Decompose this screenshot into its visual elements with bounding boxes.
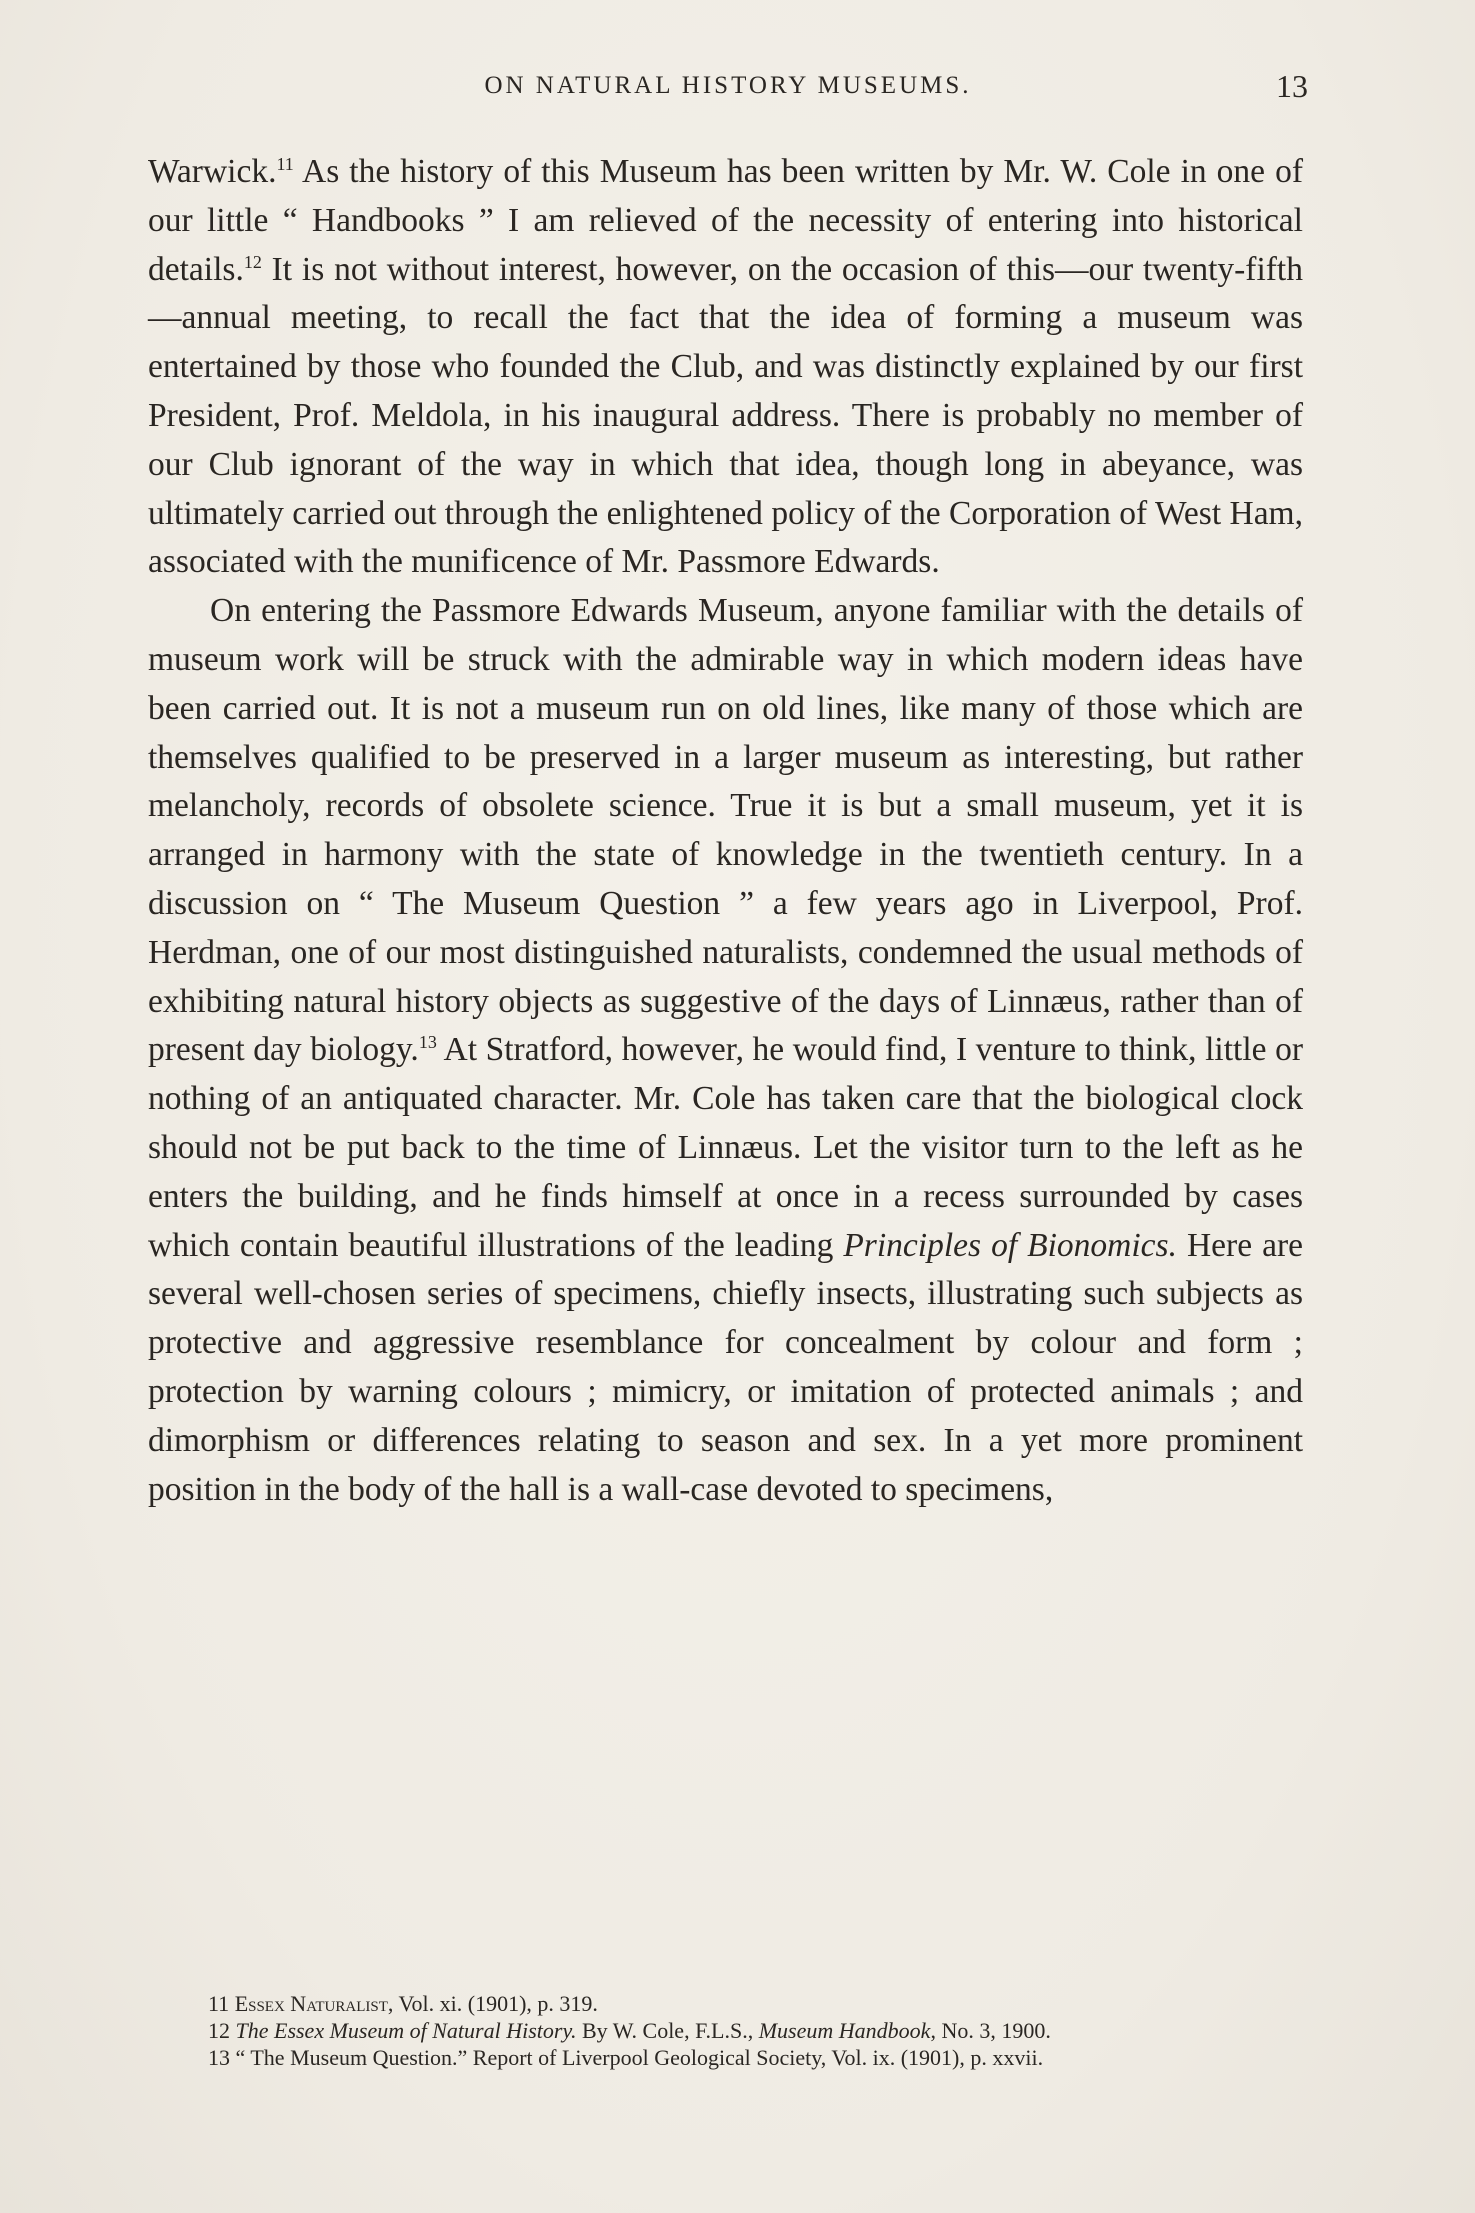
footnotes xyxy=(148,1990,1303,2071)
footnote-11 xyxy=(148,1990,1303,2017)
paragraph-2-text-3: Here are several well-chosen series of specimens, chiefly insects, illustrating such subjects as protective and aggressive resemblance for concealment by colour and form ; protection by warning colours ; mimicry, or imitation of protected animals ; and dimorphism or differences relating to season and sex. In a yet more prominent position in the body of the hall is a wall-case devoted to specimens, xyxy=(148,1226,1303,1508)
paragraph-2-text-2: At Stratford, however, he would find, I venture to think, little or nothing of an antiquated character. Mr. Cole has taken care that the biological clock should not be put back to the time of Linnæus. Let the visitor turn to the left as he enters the building, and he finds himself at once in a recess surrounded by cases which contain beautiful illustrations of the leading xyxy=(148,1031,1304,1264)
paragraph-2 xyxy=(148,587,1303,1514)
footnote-12 xyxy=(148,2017,1303,2044)
page-number: 13 xyxy=(1276,68,1308,104)
footnote-ref-13: 13 xyxy=(418,1032,437,1053)
footnote-13-number: 13 xyxy=(208,2045,236,2070)
paragraph-1-text-3: It is not without interest, however, on the occasion of this—our twenty-fifth—annual meeting, to recall the fact that the idea of forming a museum was entertained by those who founded the Club, and was distinctly explained by our first President, Prof. Meldola, in his inaugural address. There is probably no member of our Club ignorant of the way in which that idea, though long in abeyance, was ultimately carried out through the enlightened policy of the Corporation of West Ham, associated with the munificence of Mr. Passmore Edwards. xyxy=(148,250,1303,581)
footnote-ref-12: 12 xyxy=(243,251,262,272)
footnote-ref-11: 11 xyxy=(276,153,294,174)
footnote-12-number: 12 xyxy=(208,2018,236,2043)
paragraph-1 xyxy=(148,148,1303,587)
footnote-11-text: , Vol. xi. (1901), p. 319. xyxy=(387,1991,598,2016)
footnote-12-text: , No. 3, 1900. xyxy=(930,2018,1051,2043)
footnote-13-text: “ The Museum Question.” Report of Liverpool Geological Society, Vol. ix. (1901), p. xxvii. xyxy=(235,2045,1044,2070)
paragraph-1-text-2: As the history of this Museum has been written by Mr. W. Cole in one of our little “ Handbooks ” I am relieved of the necessity of entering into historical details. xyxy=(148,153,1303,288)
footnote-12-series: Museum Handbook xyxy=(758,2018,931,2043)
paragraph-2-text-1: On entering the Passmore Edwards Museum, anyone familiar with the details of museum work will be struck with the admirable way in which modern ideas have been carried out. It is not a museum run on old lines, like many of those which are themselves qualified to be preserved in a larger museum as interesting, but rather melancholy, records of obsolete science. True it is but a small museum, yet it is arranged in harmony with the state of knowledge in the twentieth century. In a discussion on “ The Museum Question ” a few years ago in Liverpool, Prof. Herdman, one of our most distinguished naturalists, condemned the usual methods of exhibiting natural history objects as suggestive of the days of Linnæus, rather than of present day biology. xyxy=(148,592,1303,1069)
running-title: ON NATURAL HISTORY MUSEUMS. xyxy=(484,72,972,99)
paragraph-1-text-1: Warwick. xyxy=(148,153,277,190)
footnote-12-title: The Essex Museum of Natural History. xyxy=(235,2018,577,2043)
footnote-11-number: 11 xyxy=(208,1991,235,2016)
body-text xyxy=(148,148,1303,1514)
footnote-12-author: By W. Cole, F.L.S., xyxy=(576,2018,759,2043)
page-header xyxy=(148,68,1308,108)
italic-phrase: Principles of Bionomics. xyxy=(843,1226,1177,1264)
footnote-11-journal: Essex Naturalist xyxy=(234,1991,388,2016)
footnote-13 xyxy=(148,2044,1303,2071)
